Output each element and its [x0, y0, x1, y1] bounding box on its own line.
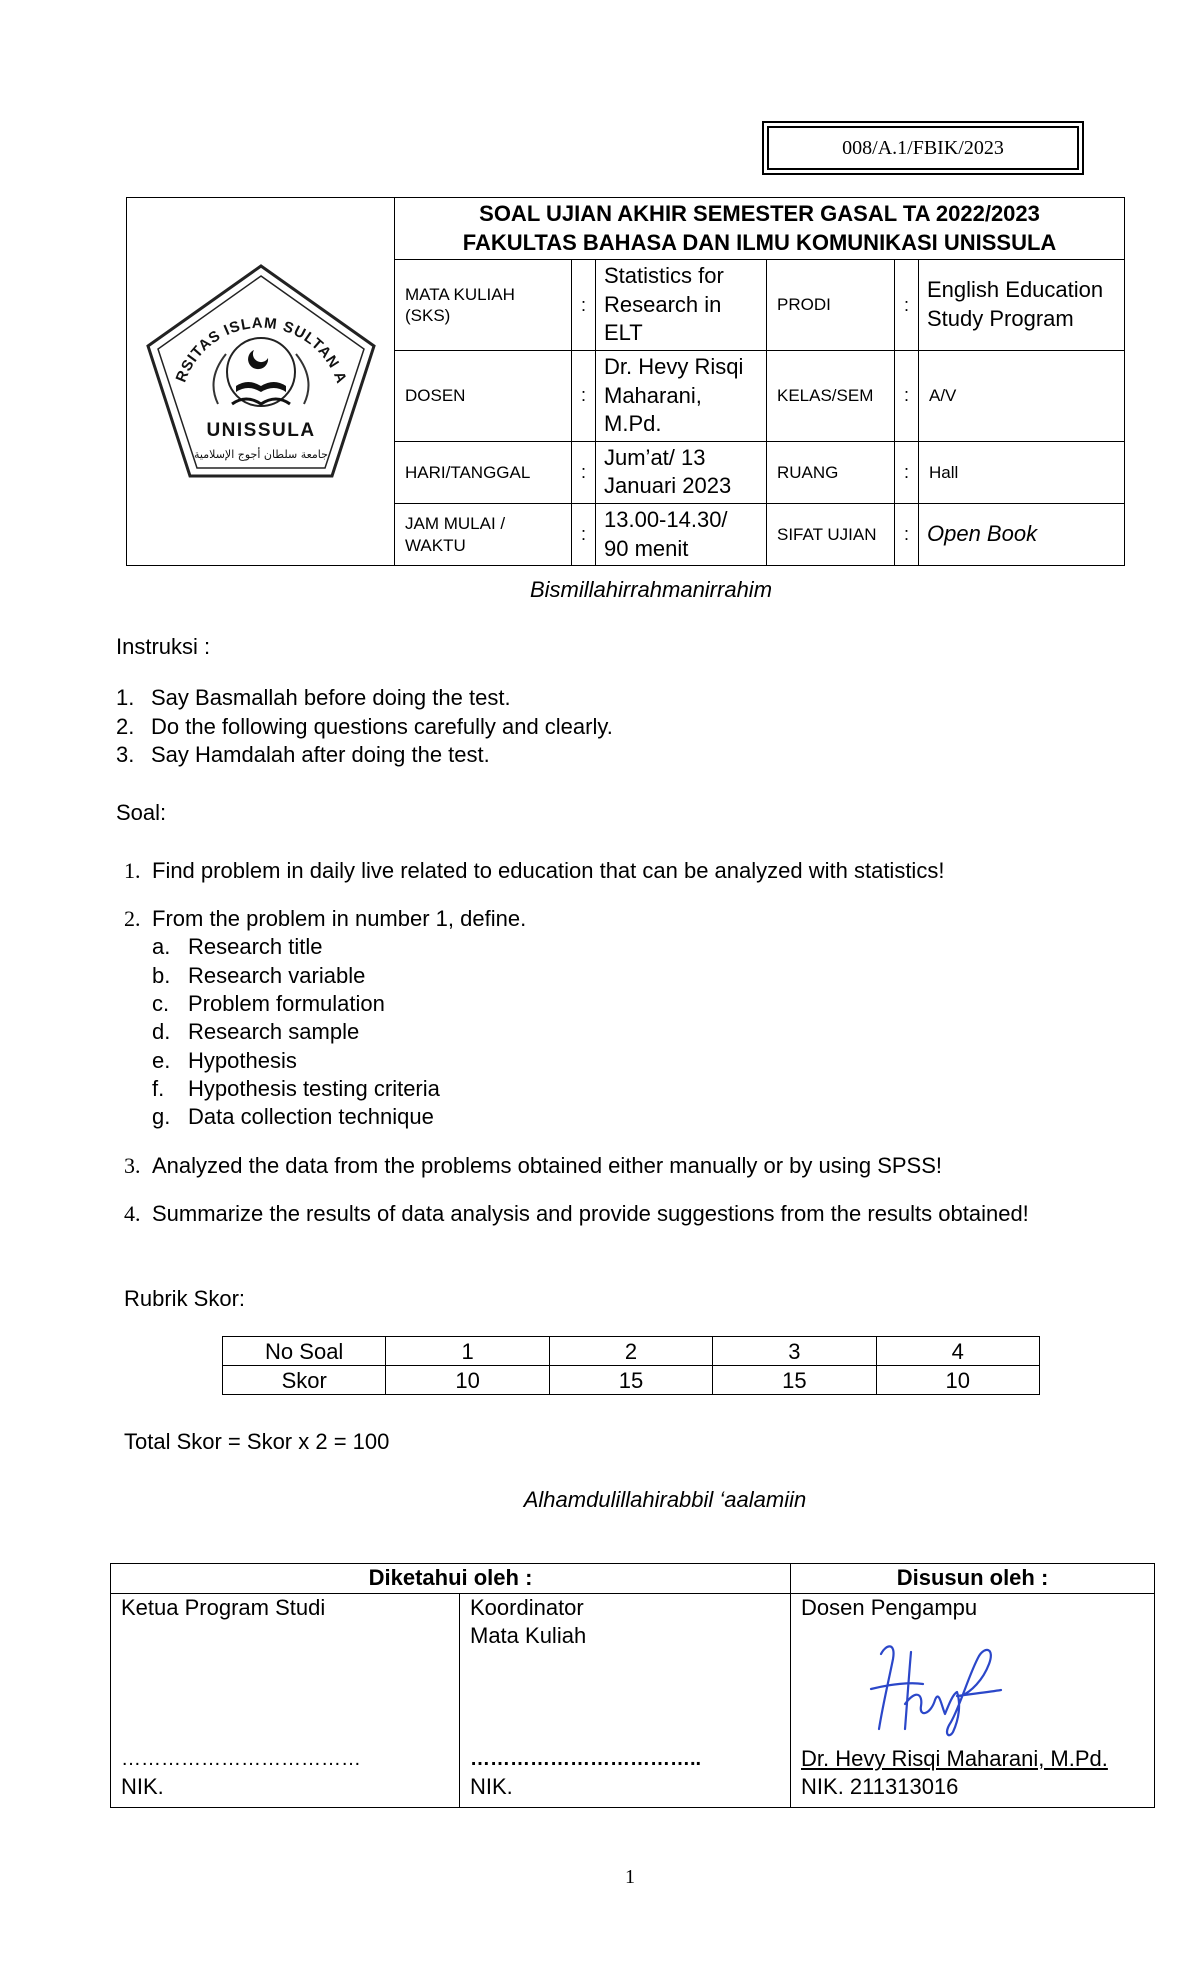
instruction-number: 2.	[116, 714, 135, 739]
exam-title-line-2: FAKULTAS BAHASA DAN ILMU KOMUNIKASI UNISSULA	[462, 229, 1057, 255]
label-dosen: DOSEN	[395, 350, 572, 441]
score-cell: 10	[386, 1366, 549, 1395]
signature-dots: ……………………………..	[470, 1748, 702, 1770]
page-number: 1	[625, 1866, 635, 1888]
question-text: From the problem in number 1, define.	[152, 906, 527, 931]
question-number: 1.	[124, 858, 141, 883]
instructions-heading: Instruksi :	[116, 634, 211, 659]
dosen-signoff	[801, 1745, 1108, 1801]
koordinator-title-1: Koordinator	[470, 1595, 584, 1620]
question-number: 2.	[124, 906, 141, 931]
row-label-skor: Skor	[223, 1366, 386, 1395]
label-ruang: RUANG	[767, 441, 895, 503]
score-cell: 10	[876, 1366, 1039, 1395]
koordinator-title-2: Mata Kuliah	[470, 1623, 587, 1648]
kaprodi-signoff	[121, 1745, 361, 1801]
instruction-item: Say Basmallah before doing the test.	[151, 685, 511, 710]
label-sifat-ujian: SIFAT UJIAN	[767, 503, 895, 565]
subitem-letter: c.	[152, 991, 170, 1016]
subitem-text: Hypothesis testing criteria	[188, 1076, 440, 1101]
dosen-nik: NIK. 211313016	[801, 1774, 959, 1799]
colon: :	[572, 350, 596, 441]
known-by-header: Diketahui oleh :	[111, 1564, 791, 1594]
subitem-text: Hypothesis	[188, 1048, 297, 1073]
kaprodi-nik: NIK.	[121, 1774, 164, 1799]
exam-title-line-1: SOAL UJIAN AKHIR SEMESTER GASAL TA 2022/2023	[479, 201, 1040, 226]
logo-cell	[127, 198, 395, 566]
question-text: Find problem in daily live related to education that can be analyzed with statistics!	[152, 858, 945, 883]
logo-name: UNISSULA	[205, 420, 316, 442]
label-kelas-sem: KELAS/SEM	[767, 350, 895, 441]
subitem-text: Data collection technique	[188, 1104, 434, 1129]
question-number-cell: 1	[386, 1337, 549, 1366]
colon: :	[572, 441, 596, 503]
value-hari-tanggal: Jum’at/ 13 Januari 2023	[596, 441, 767, 503]
label-hari-tanggal: HARI/TANGGAL	[395, 441, 572, 503]
label-prodi: PRODI	[767, 260, 895, 351]
label-jam-mulai: JAM MULAI / WAKTU	[395, 503, 572, 565]
subitem-text: Research title	[188, 934, 323, 959]
value-ruang: Hall	[919, 441, 1125, 503]
label-mata-kuliah: MATA KULIAH (SKS)	[395, 260, 572, 351]
question-number-cell: 4	[876, 1337, 1039, 1366]
questions-heading: Soal:	[116, 800, 167, 825]
value-sifat-ujian: Open Book	[919, 503, 1125, 565]
total-score: Total Skor = Skor x 2 = 100	[124, 1429, 390, 1454]
value-kelas-sem: A/V	[919, 350, 1125, 441]
subitem-text: Problem formulation	[188, 991, 385, 1016]
logo-arabic: جامعة سلطان أجوج الإسلامية	[193, 448, 328, 462]
dosen-name: Dr. Hevy Risqi Maharani, M.Pd.	[801, 1746, 1108, 1771]
score-rubric-table	[222, 1336, 1040, 1395]
koordinator-signoff	[470, 1745, 701, 1801]
koordinator-signature-cell	[460, 1594, 791, 1808]
koordinator-nik: NIK.	[470, 1774, 513, 1799]
closing-hamdalah: Alhamdulillahirabbil ‘aalamiin	[523, 1487, 807, 1512]
instruction-number: 3.	[116, 742, 135, 767]
question-number-cell: 3	[713, 1337, 876, 1366]
score-cell: 15	[713, 1366, 876, 1395]
dosen-title: Dosen Pengampu	[801, 1595, 978, 1620]
table-row	[223, 1337, 1040, 1366]
question-number-cell: 2	[549, 1337, 712, 1366]
colon: :	[895, 260, 919, 351]
exam-header-table	[126, 197, 1125, 566]
score-cell: 15	[549, 1366, 712, 1395]
instruction-item: Say Hamdalah after doing the test.	[151, 742, 490, 767]
opening-basmalah: Bismillahirrahmanirrahim	[529, 577, 773, 602]
rubric-heading: Rubrik Skor:	[124, 1286, 246, 1311]
kaprodi-title: Ketua Program Studi	[121, 1595, 326, 1620]
value-mata-kuliah: Statistics for Research in ELT	[596, 260, 767, 351]
dosen-signature-cell	[791, 1594, 1155, 1808]
subitem-text: Research sample	[188, 1019, 360, 1044]
kaprodi-signature-cell	[111, 1594, 460, 1808]
subitem-text: Research variable	[188, 963, 366, 988]
row-label-no-soal: No Soal	[223, 1337, 386, 1366]
question-number: 3.	[124, 1153, 141, 1178]
document-code: 008/A.1/FBIK/2023	[842, 136, 1004, 159]
prepared-by-header: Disusun oleh :	[791, 1564, 1155, 1594]
colon: :	[895, 350, 919, 441]
colon: :	[572, 260, 596, 351]
subitem-letter: a.	[152, 934, 171, 959]
subitem-letter: e.	[152, 1048, 171, 1073]
value-dosen: Dr. Hevy Risqi Maharani, M.Pd.	[596, 350, 767, 441]
value-prodi: English Education Study Program	[919, 260, 1125, 351]
question-text: Analyzed the data from the problems obtained either manually or by using SPSS!	[152, 1153, 943, 1178]
value-jam-mulai: 13.00-14.30/ 90 menit	[596, 503, 767, 565]
colon: :	[572, 503, 596, 565]
signature-table	[110, 1563, 1155, 1808]
subitem-letter: f.	[152, 1076, 165, 1101]
handwritten-signature	[861, 1634, 1011, 1744]
table-row	[223, 1366, 1040, 1395]
instruction-number: 1.	[116, 685, 135, 710]
question-number: 4.	[124, 1201, 141, 1226]
unissula-logo	[136, 254, 386, 504]
subitem-letter: b.	[152, 963, 171, 988]
question-text: Summarize the results of data analysis and provide suggestions from the results obtained!	[152, 1201, 1029, 1226]
exam-title	[395, 198, 1125, 260]
colon: :	[895, 441, 919, 503]
signature-dots: ………………………………	[121, 1748, 361, 1770]
colon: :	[895, 503, 919, 565]
instruction-item: Do the following questions carefully and clearly.	[151, 714, 613, 739]
subitem-letter: d.	[152, 1019, 171, 1044]
subitem-letter: g.	[152, 1104, 171, 1129]
document-code-box	[762, 121, 1084, 175]
logo-arc-text: RSITAS ISLAM SULTAN A	[172, 314, 350, 387]
svg-text:UNIVERSITAS ISLAM SULTAN AGUNG	[136, 254, 350, 386]
